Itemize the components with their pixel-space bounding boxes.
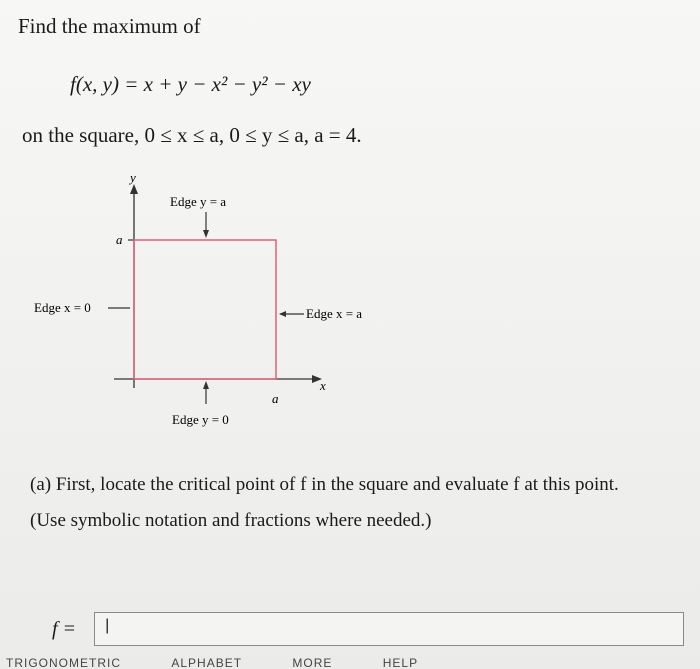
square-region: [134, 240, 276, 379]
part-a-prompt: (a) First, locate the critical point of f in the square and evaluate f at this point.: [30, 474, 619, 495]
edge-left-label: Edge x = 0: [34, 300, 91, 315]
x-tick-a-label: a: [272, 391, 279, 406]
answer-row: [52, 612, 684, 646]
answer-label: f =: [52, 617, 77, 640]
tab-more[interactable]: MORE: [292, 656, 333, 669]
edge-top-arrow-head: [203, 230, 209, 238]
x-axis-label: x: [320, 378, 326, 393]
symbol-toolbar: [0, 656, 700, 669]
domain-constraint: on the square, 0 ≤ x ≤ a, 0 ≤ y ≤ a, a = 4.: [22, 123, 362, 147]
edge-right-label: Edge x = a: [306, 306, 363, 321]
function-formula: f(x, y) = x + y − x² − y² − xy: [70, 72, 311, 96]
square-diagram: [20, 168, 400, 448]
tab-help[interactable]: HELP: [382, 656, 419, 669]
y-axis-label: y: [130, 170, 136, 185]
edge-right-arrow-head: [279, 311, 286, 317]
y-axis-arrow: [130, 184, 138, 194]
edge-bottom-label: Edge y = 0: [172, 412, 229, 427]
tab-alphabet[interactable]: ALPHABET: [171, 656, 243, 669]
edge-top-label: Edge y = a: [170, 194, 227, 209]
y-tick-a-label: a: [116, 232, 123, 247]
edge-bottom-arrow-head: [203, 381, 209, 389]
part-a-note: (Use symbolic notation and fractions where needed.): [30, 510, 432, 531]
tab-trigonometric[interactable]: TRIGONOMETRIC: [6, 656, 121, 669]
problem-title: Find the maximum of: [18, 14, 201, 38]
answer-input[interactable]: |: [94, 612, 684, 646]
